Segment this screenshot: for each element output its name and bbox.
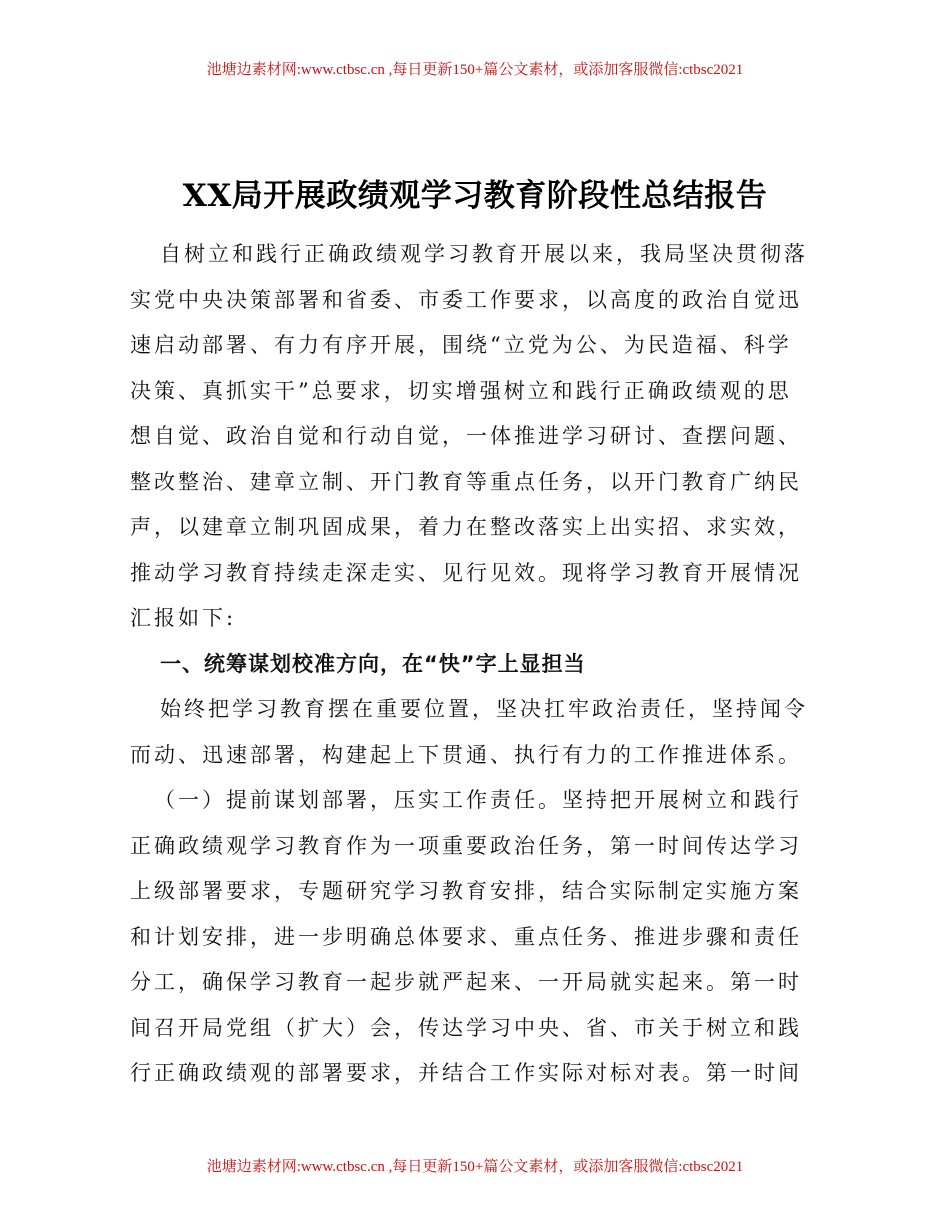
paragraph-line: 速启动部署、有力有序开展，围绕“立党为公、为民造福、科学 — [130, 333, 792, 357]
paragraph-line: 行正确政绩观的部署要求，并结合工作实际对标对表。第一时间 — [130, 1061, 802, 1085]
paragraph-line: 分工，确保学习教育一起步就严起来、一开局就实起来。第一时 — [130, 970, 802, 994]
paragraph-line: 始终把学习教育摆在重要位置，坚决扛牢政治责任，坚持闻令 — [160, 697, 808, 721]
paragraph-line: 上级部署要求，专题研究学习教育安排，结合实际制定实施方案 — [130, 879, 802, 903]
subsection-line: （一）提前谋划部署，压实工作责任。坚持把开展树立和践行 — [154, 788, 802, 812]
footer-watermark: 池塘边素材网:www.ctbsc.cn ,每日更新150+篇公文素材，或添加客服微信:ctbsc2021 — [206, 1159, 744, 1175]
paragraph-line: 和计划安排，进一步明确总体要求、重点任务、推进步骤和责任 — [130, 924, 802, 949]
paragraph-line: 声，以建章立制巩固成果，着力在整改落实上出实招、求实效， — [130, 515, 802, 539]
paragraph-line: 实党中央决策部署和省委、市委工作要求，以高度的政治自觉迅 — [130, 287, 802, 312]
document-title: XX局开展政绩观学习教育阶段性总结报告 — [182, 178, 768, 214]
paragraph-line: 正确政绩观学习教育作为一项重要政治任务，第一时间传达学习 — [130, 833, 802, 858]
paragraph-line: 间召开局党组（扩大）会，传达学习中央、省、市关于树立和践 — [130, 1015, 802, 1040]
paragraph-line: 整改整治、建章立制、开门教育等重点任务，以开门教育广纳民 — [130, 469, 802, 494]
paragraph-line: 想自觉、政治自觉和行动自觉，一体推进学习研讨、查摆问题、 — [130, 424, 802, 448]
document-body — [130, 232, 830, 1097]
header-watermark: 池塘边素材网:www.ctbsc.cn ,每日更新150+篇公文素材，或添加客服微信:ctbsc2021 — [206, 62, 744, 78]
paragraph-line: 汇报如下: — [130, 606, 237, 630]
section-heading: 一、统筹谋划校准方向，在“快”字上显担当 — [160, 651, 586, 676]
paragraph-line: 决策、真抓实干”总要求，切实增强树立和践行正确政绩观的思 — [130, 378, 792, 403]
paragraph-line: 推动学习教育持续走深走实、见行见效。现将学习教育开展情况 — [130, 560, 802, 585]
paragraph-line: 自树立和践行正确政绩观学习教育开展以来，我局坚决贯彻落 — [160, 242, 808, 266]
paragraph-line: 而动、迅速部署，构建起上下贯通、执行有力的工作推进体系。 — [130, 742, 802, 767]
